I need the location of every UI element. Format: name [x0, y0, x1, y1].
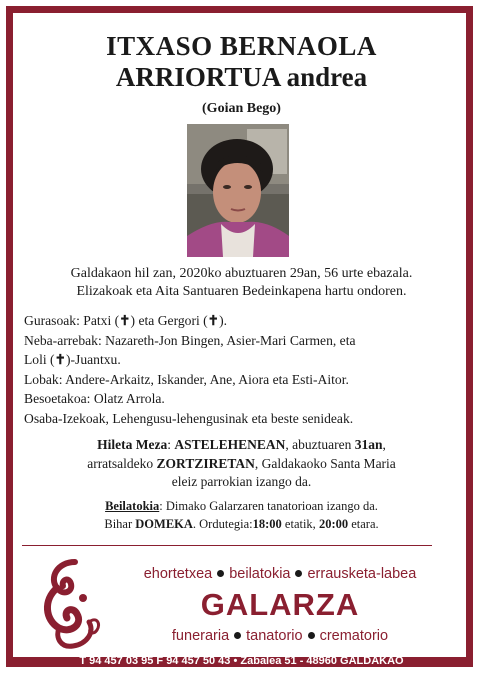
mass-date: 31an [354, 437, 383, 452]
tagline-item: crematorio [319, 628, 389, 644]
nephews-line [24, 370, 444, 390]
bullet-icon [295, 570, 302, 577]
wake-text-2d: etara. [348, 517, 379, 531]
relatives-label: Osaba-Izekoak, [24, 410, 109, 426]
wake-text-2b: . Ordutegia: [192, 517, 253, 531]
wake-line-2 [0, 515, 483, 533]
nephews-text: Andere-Arkaitz, Iskander, Ane, Aiora eta Esti-Aitor. [65, 371, 349, 387]
parents-label: Gurasoak: [24, 313, 80, 328]
siblings-text: Nazareth-Jon Bingen, Asier-Mari Carmen, eta [105, 332, 356, 348]
mass-text-1c: , [382, 437, 386, 452]
parents-text-b: ) eta Gergori ( [130, 313, 208, 328]
mass-colon: : [167, 437, 171, 452]
mass-line-1 [0, 436, 483, 455]
wake-info [0, 497, 483, 533]
bullet-icon [217, 570, 224, 577]
wake-line-1 [0, 497, 483, 515]
siblings-line-2 [24, 350, 444, 370]
siblings-line [24, 331, 444, 351]
tagline-item: funeraria [171, 628, 230, 644]
announcement [0, 265, 483, 301]
galarza-logo-icon [37, 558, 107, 653]
parents-text-a: Patxi ( [83, 313, 120, 328]
mass-day: ASTELEHENEAN [174, 437, 286, 452]
relatives-line [24, 409, 444, 429]
cross-icon: ✝ [54, 352, 66, 367]
divider [22, 545, 432, 546]
deceased-name-line1: ITXASO BERNAOLA [106, 31, 377, 61]
parents-text-c: ). [219, 313, 227, 328]
wake-text-2c: etatik, [281, 517, 316, 531]
deceased-name-line2: ARRIORTUA andrea [115, 62, 368, 92]
tagline-spanish [110, 628, 450, 644]
siblings-text-2b: )-Juantxu. [65, 352, 121, 367]
footer-contact: T 94 457 03 95 F 94 457 50 43 • Zabalea 51 - 48960 GALDAKAO [79, 655, 404, 667]
nephews-label: Lobak: [24, 371, 63, 387]
portrait-photo [187, 124, 289, 257]
announcement-line-2: Elizakoak eta Aita Santuaren Bedeinkapena hartu ondoren. [76, 284, 407, 299]
wake-label: Beilatokia [105, 499, 160, 513]
relatives-text: Lehengusu-lehengusinak eta beste senideak. [112, 410, 354, 426]
family-list [24, 311, 444, 428]
cross-icon: ✝ [119, 313, 131, 328]
tagline-item: tanatorio [246, 628, 303, 644]
godchild-text: Olatz Arrola. [93, 391, 165, 406]
mass-text-1b: , abuztuaren [285, 437, 352, 452]
cross-icon: ✝ [207, 313, 220, 328]
bullet-icon [234, 632, 241, 639]
tagline-item: errausketa-labea [307, 566, 417, 582]
tagline-item: beilatokia [229, 566, 291, 582]
wake-time-1: 18:00 [252, 517, 282, 531]
goian-bego: (Goian Bego) [202, 101, 281, 116]
siblings-label: Neba-arrebak: [24, 332, 102, 348]
tagline-item: ehortetxea [143, 566, 213, 582]
announcement-line-1: Galdakaon hil zan, 2020ko abuztuaren 29an, 56 urte ebazala. [70, 266, 413, 281]
bullet-icon [308, 632, 315, 639]
mass-line-3: eleiz parrokian izango da. [171, 474, 312, 489]
wake-day: DOMEKA [135, 517, 193, 531]
mass-label: Hileta Meza [97, 437, 168, 452]
mass-time: ZORTZIRETAN [156, 455, 255, 471]
godchild-line [24, 389, 444, 409]
mass-text-2b: , Galdakaoko Santa Maria [254, 455, 396, 471]
parents-line [24, 311, 444, 331]
wake-time-2: 20:00 [318, 517, 349, 531]
tagline-basque [110, 566, 450, 582]
brand-name: GALARZA [200, 587, 360, 622]
godchild-label: Besoetakoa: [24, 391, 91, 406]
mass-line-2 [0, 455, 483, 474]
funeral-mass [0, 436, 483, 492]
siblings-text-2a: Loli ( [24, 352, 55, 367]
mass-text-2a: arratsaldeko [87, 455, 154, 471]
wake-text-2a: Bihar [104, 517, 133, 531]
wake-text-1: : Dimako Galarzaren tanatorioan izango da. [159, 499, 378, 513]
